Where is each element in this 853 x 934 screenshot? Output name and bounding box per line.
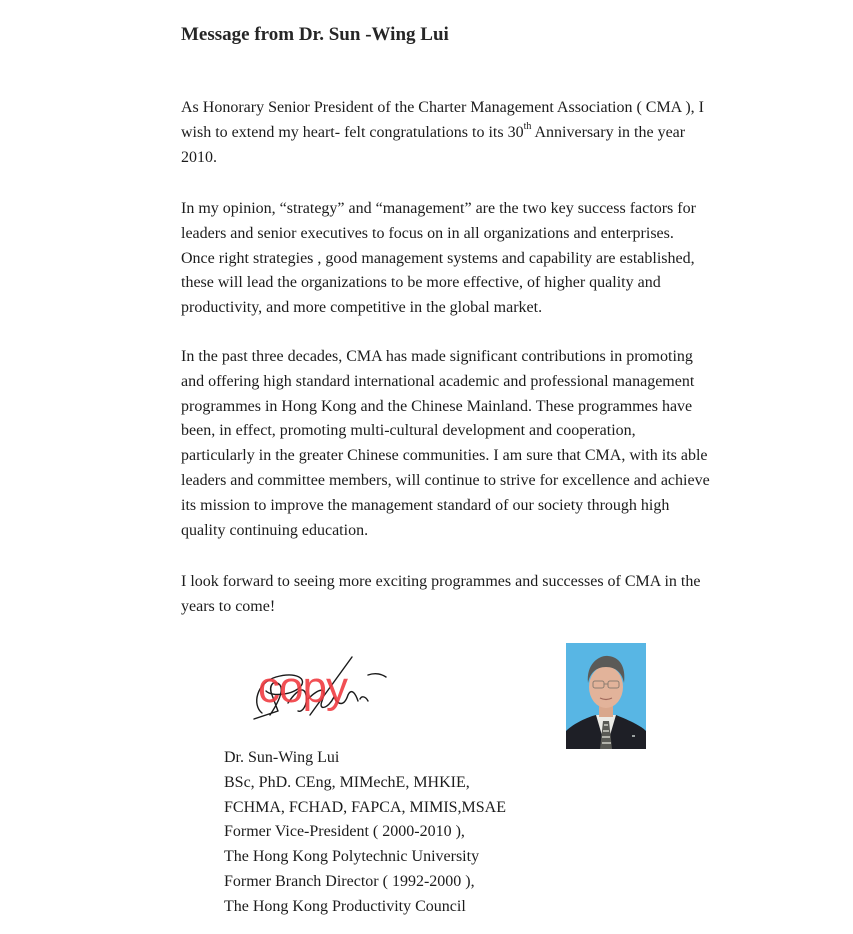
paragraph-line: and offering high standard international academic and professional management bbox=[181, 372, 695, 390]
signatory-organization: The Hong Kong Productivity Council bbox=[224, 897, 466, 915]
paragraph-line: particularly in the greater Chinese communities. I am sure that CMA, with its able bbox=[181, 447, 708, 465]
portrait-photo bbox=[566, 643, 646, 749]
paragraph-closing bbox=[181, 570, 741, 620]
paragraph-line: 2010. bbox=[181, 148, 217, 166]
signatory-position: Former Vice-President ( 2000-2010 ), bbox=[224, 823, 465, 841]
paragraph-line: years to come! bbox=[181, 597, 276, 615]
page-title: Message from Dr. Sun -Wing Lui bbox=[181, 24, 449, 45]
ordinal-superscript: th bbox=[523, 121, 532, 133]
paragraph-line: Once right strategies , good management systems and capability are established, bbox=[181, 249, 695, 267]
paragraph-line: these will lead the organizations to be more effective, of higher quality and bbox=[181, 274, 661, 292]
copy-watermark: copy bbox=[258, 663, 347, 712]
line-text: Anniversary in the year bbox=[531, 123, 686, 141]
paragraph-line: its mission to improve the management standard of our society through high bbox=[181, 496, 670, 514]
signatory-qualifications: BSc, PhD. CEng, MIMechE, MHKIE, bbox=[224, 773, 470, 791]
signatory-name: Dr. Sun-Wing Lui bbox=[224, 749, 340, 766]
line-text: wish to extend my heart- felt congratulations to its 30 bbox=[181, 123, 524, 141]
paragraph-line: quality continuing education. bbox=[181, 521, 369, 539]
paragraph-line: In my opinion, “strategy” and “management” are the two key success factors for bbox=[181, 200, 696, 217]
paragraph-line: In the past three decades, CMA has made significant contributions in promoting bbox=[181, 348, 693, 365]
paragraph-line: I look forward to seeing more exciting programmes and successes of CMA in the bbox=[181, 573, 701, 590]
paragraph-line bbox=[181, 121, 741, 146]
paragraph-line: productivity, and more competitive in the global market. bbox=[181, 299, 543, 317]
signatory-organization: The Hong Kong Polytechnic University bbox=[224, 848, 480, 866]
paragraph-line: leaders and senior executives to focus on in all organizations and enterprises. bbox=[181, 224, 674, 242]
signatory-qualifications: FCHMA, FCHAD, FAPCA, MIMIS,MSAE bbox=[224, 798, 506, 816]
portrait-illustration bbox=[566, 643, 646, 749]
paragraph-line: As Honorary Senior President of the Charter Management Association ( CMA ), I bbox=[181, 99, 705, 116]
paragraph-line: been, in effect, promoting multi-cultural development and cooperation, bbox=[181, 422, 636, 440]
paragraph-strategy bbox=[181, 197, 741, 321]
paragraph-line: leaders and committee members, will continue to strive for excellence and achieve bbox=[181, 471, 710, 489]
paragraph-contributions bbox=[181, 345, 741, 543]
paragraph-line: programmes in Hong Kong and the Chinese Mainland. These programmes have bbox=[181, 397, 693, 415]
signature-block bbox=[224, 746, 506, 920]
paragraph-congratulations bbox=[181, 96, 741, 170]
signatory-position: Former Branch Director ( 1992-2000 ), bbox=[224, 872, 475, 890]
